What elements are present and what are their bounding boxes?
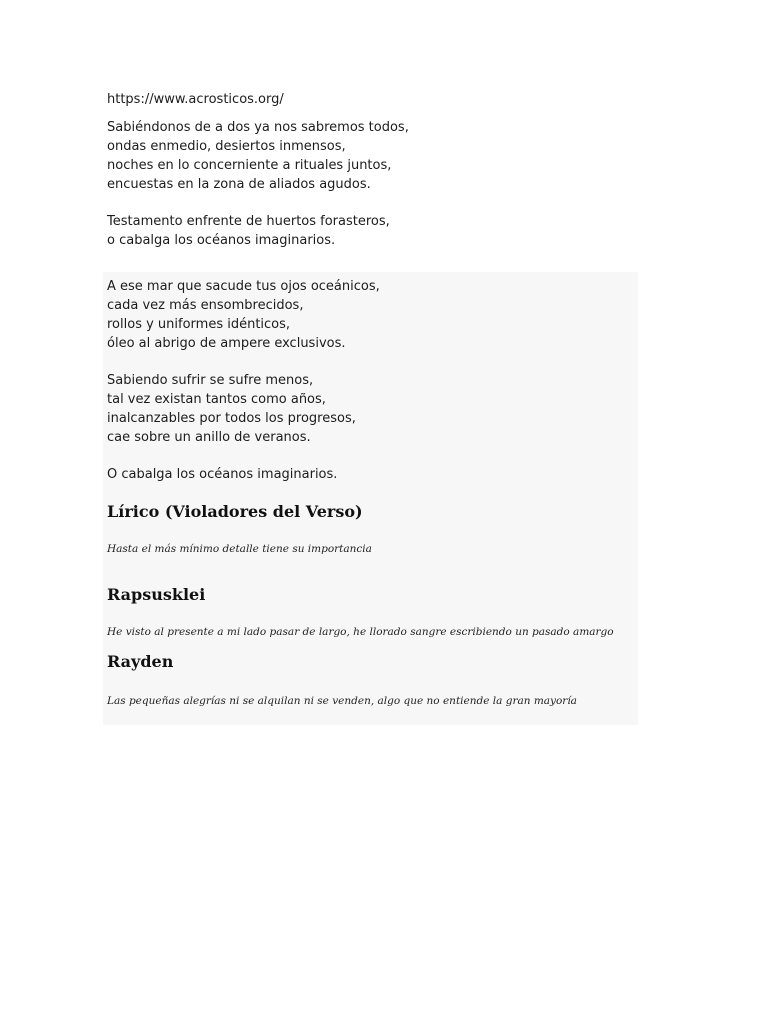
- section-title-lirico: Lírico (Violadores del Verso): [107, 502, 363, 521]
- section-quote-rapsusklei: He visto al presente a mi lado pasar de largo, he llorado sangre escribiendo un pasado amargo: [107, 626, 614, 638]
- stanza-line: A ese mar que sacude tus ojos oceánicos,: [107, 279, 380, 294]
- stanza-5: [107, 465, 667, 484]
- stanza-line: tal vez existan tantos como años,: [107, 392, 326, 407]
- stanza-line: rollos y uniformes idénticos,: [107, 317, 291, 332]
- stanza-1: [107, 118, 667, 194]
- stanza-line: Sabiéndonos de a dos ya nos sabremos todos,: [107, 120, 409, 135]
- stanza-line: cae sobre un anillo de veranos.: [107, 430, 311, 445]
- document-content: [107, 90, 667, 708]
- stanza-line: O cabalga los océanos imaginarios.: [107, 467, 338, 482]
- stanza-line: o cabalga los océanos imaginarios.: [107, 233, 336, 248]
- stanza-line: óleo al abrigo de ampere exclusivos.: [107, 336, 346, 351]
- stanza-line: Sabiendo sufrir se sufre menos,: [107, 373, 314, 388]
- section-quote-rayden: Las pequeñas alegrías ni se alquilan ni se venden, algo que no entiende la gran mayoría: [107, 695, 577, 707]
- stanza-4: [107, 371, 667, 447]
- source-url: https://www.acrosticos.org/: [107, 92, 284, 107]
- stanza-line: inalcanzables por todos los progresos,: [107, 411, 356, 426]
- stanza-line: ondas enmedio, desiertos inmensos,: [107, 139, 346, 154]
- section-title-rayden: Rayden: [107, 652, 174, 671]
- section-quote-lirico: Hasta el más mínimo detalle tiene su importancia: [107, 543, 372, 555]
- stanza-line: Testamento enfrente de huertos forasteros,: [107, 214, 390, 229]
- stanza-line: cada vez más ensombrecidos,: [107, 298, 304, 313]
- stanza-line: noches en lo concerniente a rituales juntos,: [107, 158, 392, 173]
- stanza-3: [107, 277, 667, 353]
- stanza-2: [107, 212, 667, 250]
- section-title-rapsusklei: Rapsusklei: [107, 585, 206, 604]
- stanza-line: encuestas en la zona de aliados agudos.: [107, 177, 371, 192]
